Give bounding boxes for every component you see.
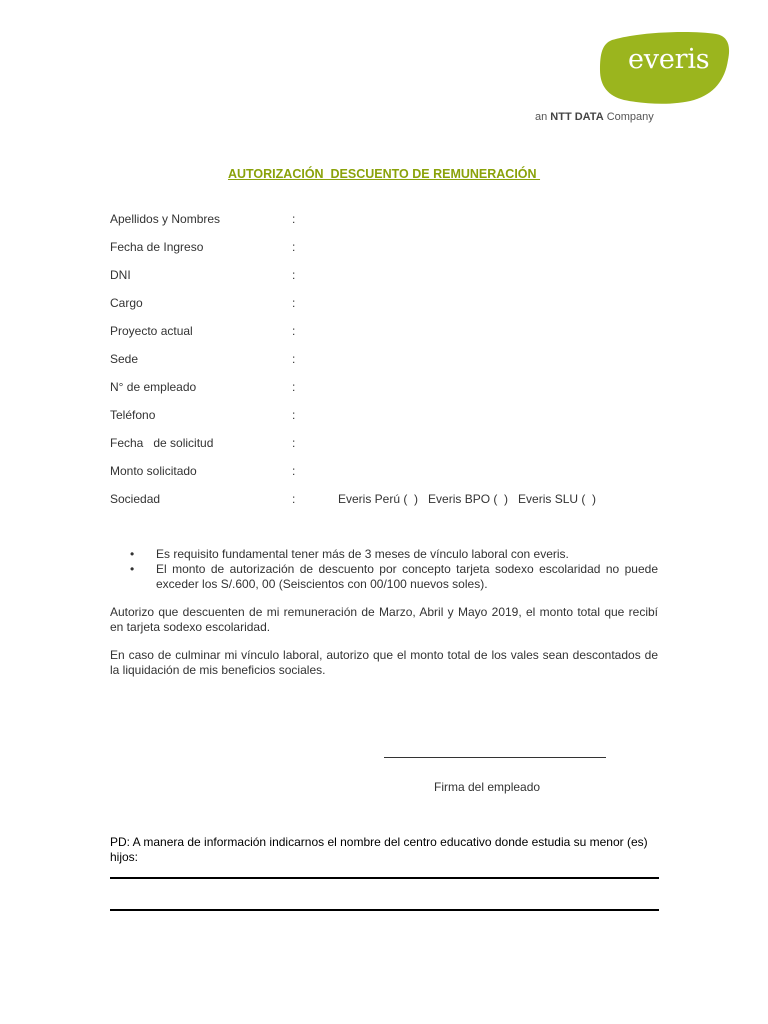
field-label: Sede xyxy=(110,352,139,366)
field-row-sede xyxy=(110,352,296,368)
bullet-icon: • xyxy=(130,562,135,576)
field-label: Fecha de Ingreso xyxy=(110,240,204,254)
field-row-apellidos xyxy=(110,212,296,228)
list-item xyxy=(130,562,658,592)
field-label: Monto solicitado xyxy=(110,464,197,478)
field-colon: : xyxy=(292,268,296,282)
field-row-proyecto xyxy=(110,324,296,340)
field-row-telefono xyxy=(110,408,296,424)
field-colon: : xyxy=(292,296,296,310)
field-row-cargo xyxy=(110,296,296,312)
field-colon: : xyxy=(292,436,296,450)
field-colon: : xyxy=(292,380,296,394)
list-item-text: El monto de autorización de descuento por concepto tarjeta sodexo escolaridad no puede exceder los S/.600, 00 (Seiscientos con 00/100 nuevos soles). xyxy=(156,562,658,591)
authorization-paragraph: Autorizo que descuenten de mi remuneración de Marzo, Abril y Mayo 2019, el monto total que recibí en tarjeta sodexo escolaridad. xyxy=(110,605,658,634)
bullet-icon: • xyxy=(130,547,135,561)
signature-label: Firma del empleado xyxy=(434,780,541,794)
field-row-monto xyxy=(110,464,296,480)
field-colon: : xyxy=(292,464,296,478)
logo-wordmark: everis xyxy=(628,44,710,75)
field-label: Cargo xyxy=(110,296,143,310)
field-colon: : xyxy=(292,212,296,226)
list-item xyxy=(130,547,658,562)
field-colon: : xyxy=(292,352,296,366)
termination-paragraph: En caso de culminar mi vínculo laboral, autorizo que el monto total de los vales sean descontados de la liquidación de mis beneficios sociales. xyxy=(110,648,658,677)
answer-line-1[interactable] xyxy=(110,877,659,879)
option-everis-bpo[interactable]: Everis BPO ( ) xyxy=(428,492,509,506)
logo-tagline: an NTT DATA Company xyxy=(535,111,654,123)
answer-line-2[interactable] xyxy=(110,909,659,911)
field-label: Proyecto actual xyxy=(110,324,193,338)
signature-line[interactable] xyxy=(384,757,606,758)
field-label: Apellidos y Nombres xyxy=(110,212,221,226)
field-colon: : xyxy=(292,492,296,506)
list-item-text: Es requisito fundamental tener más de 3 meses de vínculo laboral con everis. xyxy=(156,547,569,561)
document-title: AUTORIZACIÓN DESCUENTO DE REMUNERACIÓN xyxy=(227,167,541,181)
pd-note: PD: A manera de información indicarnos el nombre del centro educativo donde estudia su menor (es) hijos: xyxy=(110,835,648,864)
field-label: DNI xyxy=(110,268,131,282)
field-colon: : xyxy=(292,324,296,338)
field-row-empleado xyxy=(110,380,296,396)
field-row-dni xyxy=(110,268,296,284)
requirements-list xyxy=(130,547,658,592)
option-everis-slu[interactable]: Everis SLU ( ) xyxy=(518,492,597,506)
field-colon: : xyxy=(292,240,296,254)
field-row-sociedad xyxy=(110,492,597,508)
option-everis-peru[interactable]: Everis Perú ( ) xyxy=(338,492,419,506)
sociedad-options xyxy=(338,492,606,506)
field-label: N° de empleado xyxy=(110,380,197,394)
field-label: Fecha de solicitud xyxy=(110,436,214,450)
field-colon: : xyxy=(292,408,296,422)
field-row-fecha-ingreso xyxy=(110,240,296,256)
field-label: Sociedad xyxy=(110,492,161,506)
field-row-fecha-solicitud xyxy=(110,436,296,452)
field-label: Teléfono xyxy=(110,408,156,422)
